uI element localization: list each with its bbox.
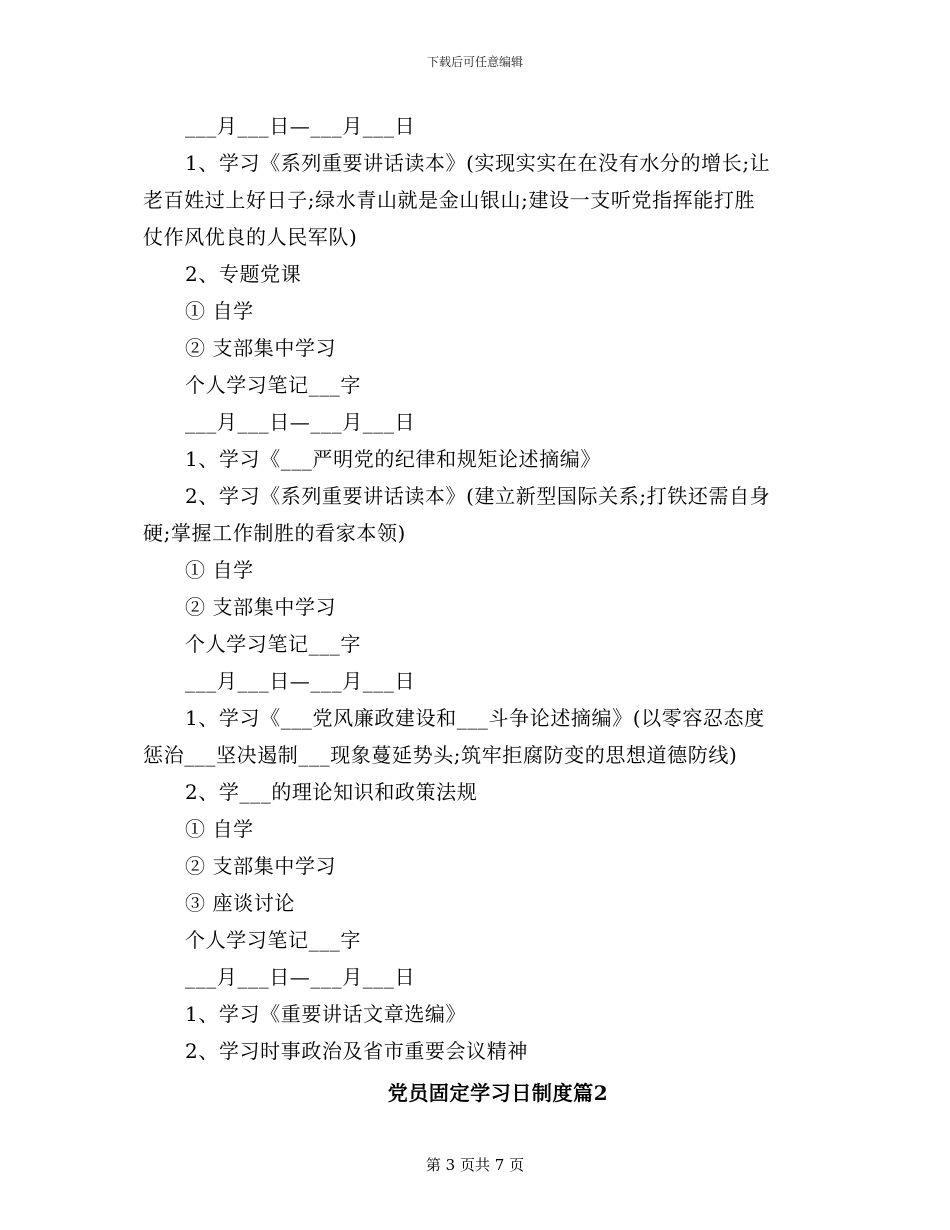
date-range-line: ___月___日—___月___日 bbox=[185, 669, 416, 693]
paragraph-line: 2、学___的理论知识和政策法规 bbox=[185, 780, 478, 804]
date-range-line: ___月___日—___月___日 bbox=[185, 410, 416, 434]
paragraph-continuation: 惩治___坚决遏制___现象蔓延势头;筑牢拒腐防变的思想道德防线) bbox=[143, 743, 738, 767]
paragraph-line: 1、学习《重要讲话文章选编》 bbox=[185, 1002, 467, 1026]
paragraph-line: 1、学习《___严明党的纪律和规矩论述摘编》 bbox=[185, 447, 601, 471]
date-range-line: ___月___日—___月___日 bbox=[185, 114, 416, 138]
paragraph-line: 2、专题党课 bbox=[185, 262, 302, 286]
notes-line: 个人学习笔记___字 bbox=[185, 928, 361, 952]
page-number-footer: 第 3 页共 7 页 bbox=[425, 1156, 525, 1174]
notes-line: 个人学习笔记___字 bbox=[185, 632, 361, 656]
list-item: ② 支部集中学习 bbox=[185, 336, 337, 360]
list-item: ① 自学 bbox=[185, 558, 254, 582]
paragraph-continuation: 老百姓过上好日子;绿水青山就是金山银山;建设一支听党指挥能打胜 bbox=[143, 188, 756, 212]
notes-line: 个人学习笔记___字 bbox=[185, 373, 361, 397]
paragraph-line: 1、学习《系列重要讲话读本》(实现实实在在没有水分的增长;让 bbox=[185, 151, 771, 175]
list-item: ① 自学 bbox=[185, 299, 254, 323]
list-item: ③ 座谈讨论 bbox=[185, 891, 295, 915]
paragraph-line: 2、学习《系列重要讲话读本》(建立新型国际关系;打铁还需自身 bbox=[185, 484, 771, 508]
date-range-line: ___月___日—___月___日 bbox=[185, 965, 416, 989]
document-body bbox=[143, 108, 853, 1113]
page-header: 下载后可任意编辑 bbox=[426, 55, 523, 69]
paragraph-line: 2、学习时事政治及省市重要会议精神 bbox=[185, 1039, 528, 1063]
section-heading: 党员固定学习日制度篇2 bbox=[387, 1081, 609, 1105]
list-item: ② 支部集中学习 bbox=[185, 854, 337, 878]
paragraph-line: 1、学习《___党风廉政建设和___斗争论述摘编》(以零容忍态度 bbox=[185, 706, 765, 730]
list-item: ② 支部集中学习 bbox=[185, 595, 337, 619]
list-item: ① 自学 bbox=[185, 817, 254, 841]
paragraph-continuation: 仗作风优良的人民军队) bbox=[143, 225, 358, 249]
paragraph-continuation: 硬;掌握工作制胜的看家本领) bbox=[143, 521, 406, 545]
